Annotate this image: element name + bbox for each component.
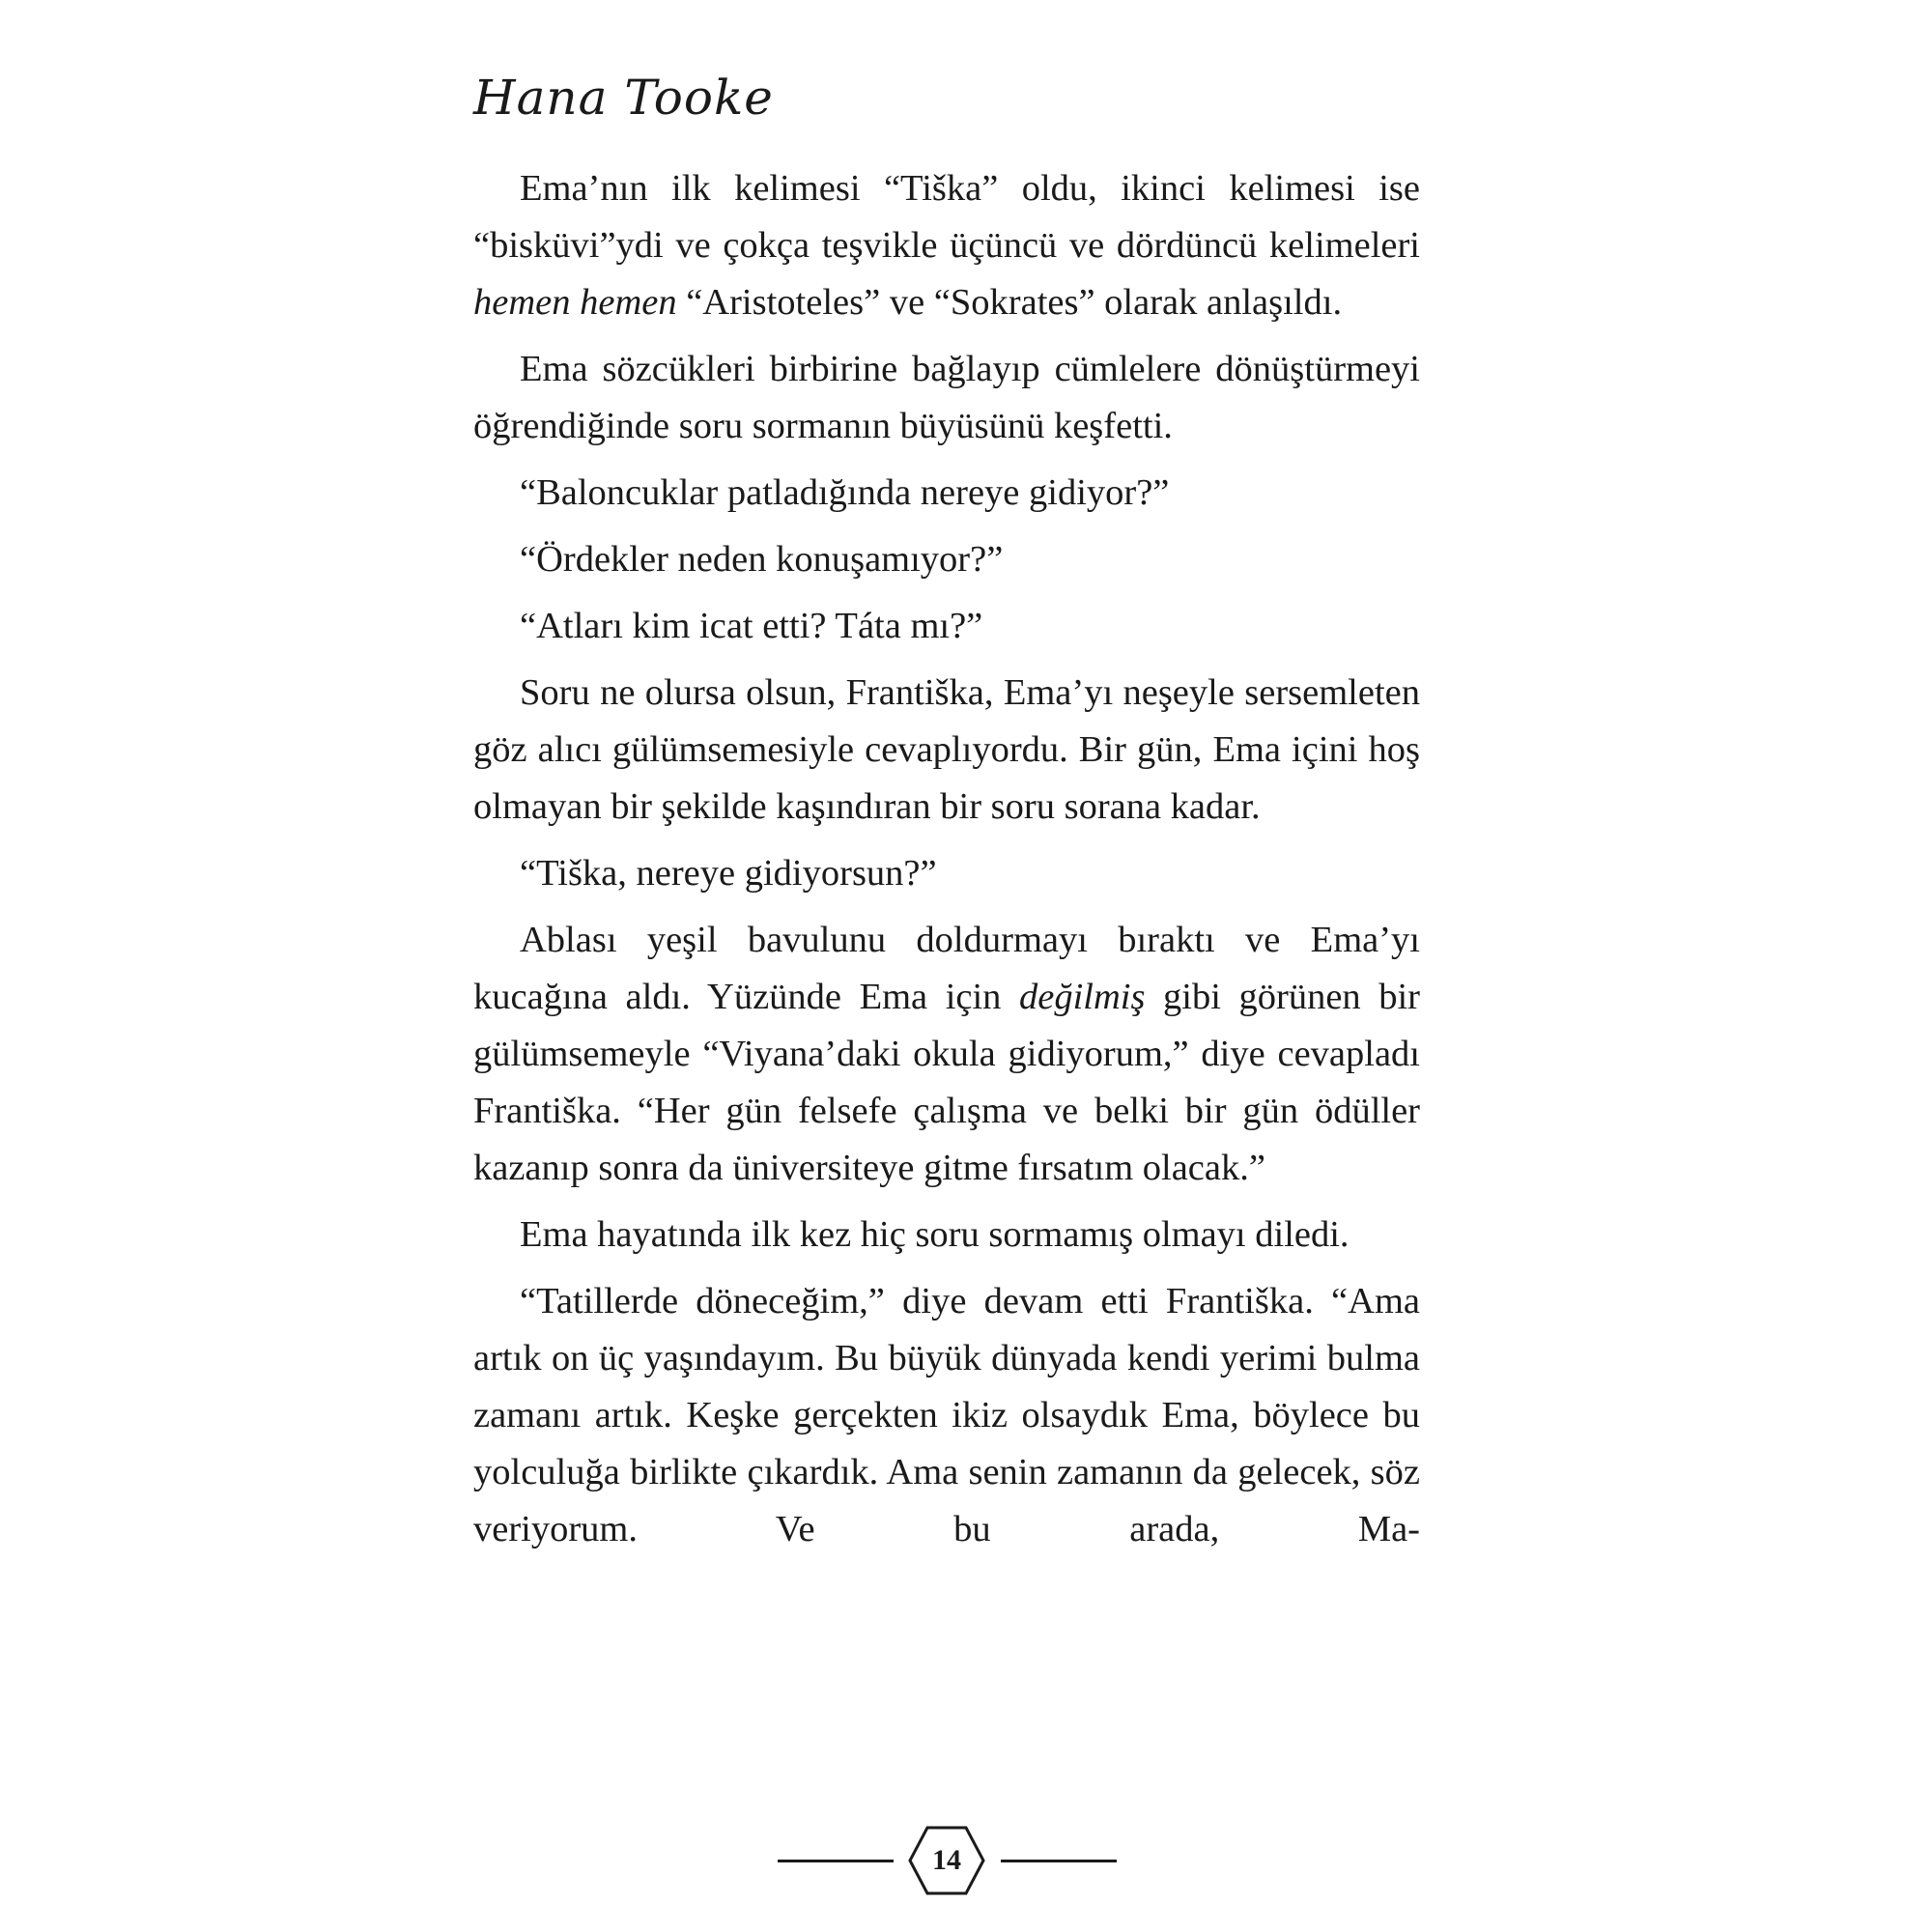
paragraph: Ema sözcükleri birbirine bağlayıp cümlelere dönüştürmeyi öğrendiğinde soru sormanın büyüsünü keşfetti. (473, 349, 1420, 446)
paragraph-text: Ema’nın ilk kelimesi “Tiška” oldu, ikinci kelimesi ise “bisküvi”ydi ve çokça teşvikle üçüncü ve dördüncü kelimeleri (473, 168, 1420, 266)
running-header-author: Hana Tooke (473, 70, 774, 126)
page-number: 14 (932, 1844, 961, 1876)
paragraph (473, 912, 1420, 1197)
italic-emphasis: hemen hemen (473, 282, 677, 323)
paragraph: Soru ne olursa olsun, Františka, Ema’yı neşeyle sersemleten göz alıcı gülümsemesiyle cevaplıyordu. Bir gün, Ema içini hoş olmayan bir şekilde kaşındıran bir soru sorana kadar. (473, 672, 1420, 827)
paragraph: Ema hayatında ilk kez hiç soru sormamış olmayı diledi. (520, 1214, 1350, 1255)
footer-rule-left (778, 1860, 894, 1862)
dialogue-line: “Tiška, nereye gidiyorsun?” (520, 853, 937, 894)
paragraph: “Tatillerde döneceğim,” diye devam etti Františka. “Ama artık on üç yaşındayım. Bu büyük dünyada kendi yerimi bulma zamanı artık. Keşke gerçekten ikiz olsaydık Ema, böylece bu yolculuğa birlikte çıkardık. Ama senin zamanın da gelecek, söz veriyorum. Ve bu arada, Ma- (473, 1281, 1420, 1549)
page-footer (0, 1826, 1932, 1895)
dialogue-line: “Atları kim icat etti? Táta mı?” (520, 606, 983, 646)
paragraph-text: gibi görünen bir gülümsemeyle “Viyana’daki okula gidiyorum,” diye cevapladı Františka. “Her gün felsefe çalışma ve belki bir gün ödüller kazanıp sonra da üniversiteye gitme fırsatım olacak.” (473, 977, 1420, 1188)
paragraph-text: Ablası yeşil bavulunu doldurmayı bıraktı ve Ema’yı kucağına aldı. Yüzünde Ema için (473, 920, 1420, 1017)
footer-rule-right (1001, 1860, 1117, 1862)
dialogue-line: “Baloncuklar patladığında nereye gidiyor?” (520, 472, 1170, 513)
paragraph-text: “Aristoteles” ve “Sokrates” olarak anlaşıldı. (676, 282, 1343, 323)
body-text (473, 160, 1420, 1568)
paragraph (473, 160, 1420, 331)
italic-emphasis: değilmiş (1019, 977, 1146, 1017)
dialogue-line: “Ördekler neden konuşamıyor?” (520, 539, 1004, 580)
